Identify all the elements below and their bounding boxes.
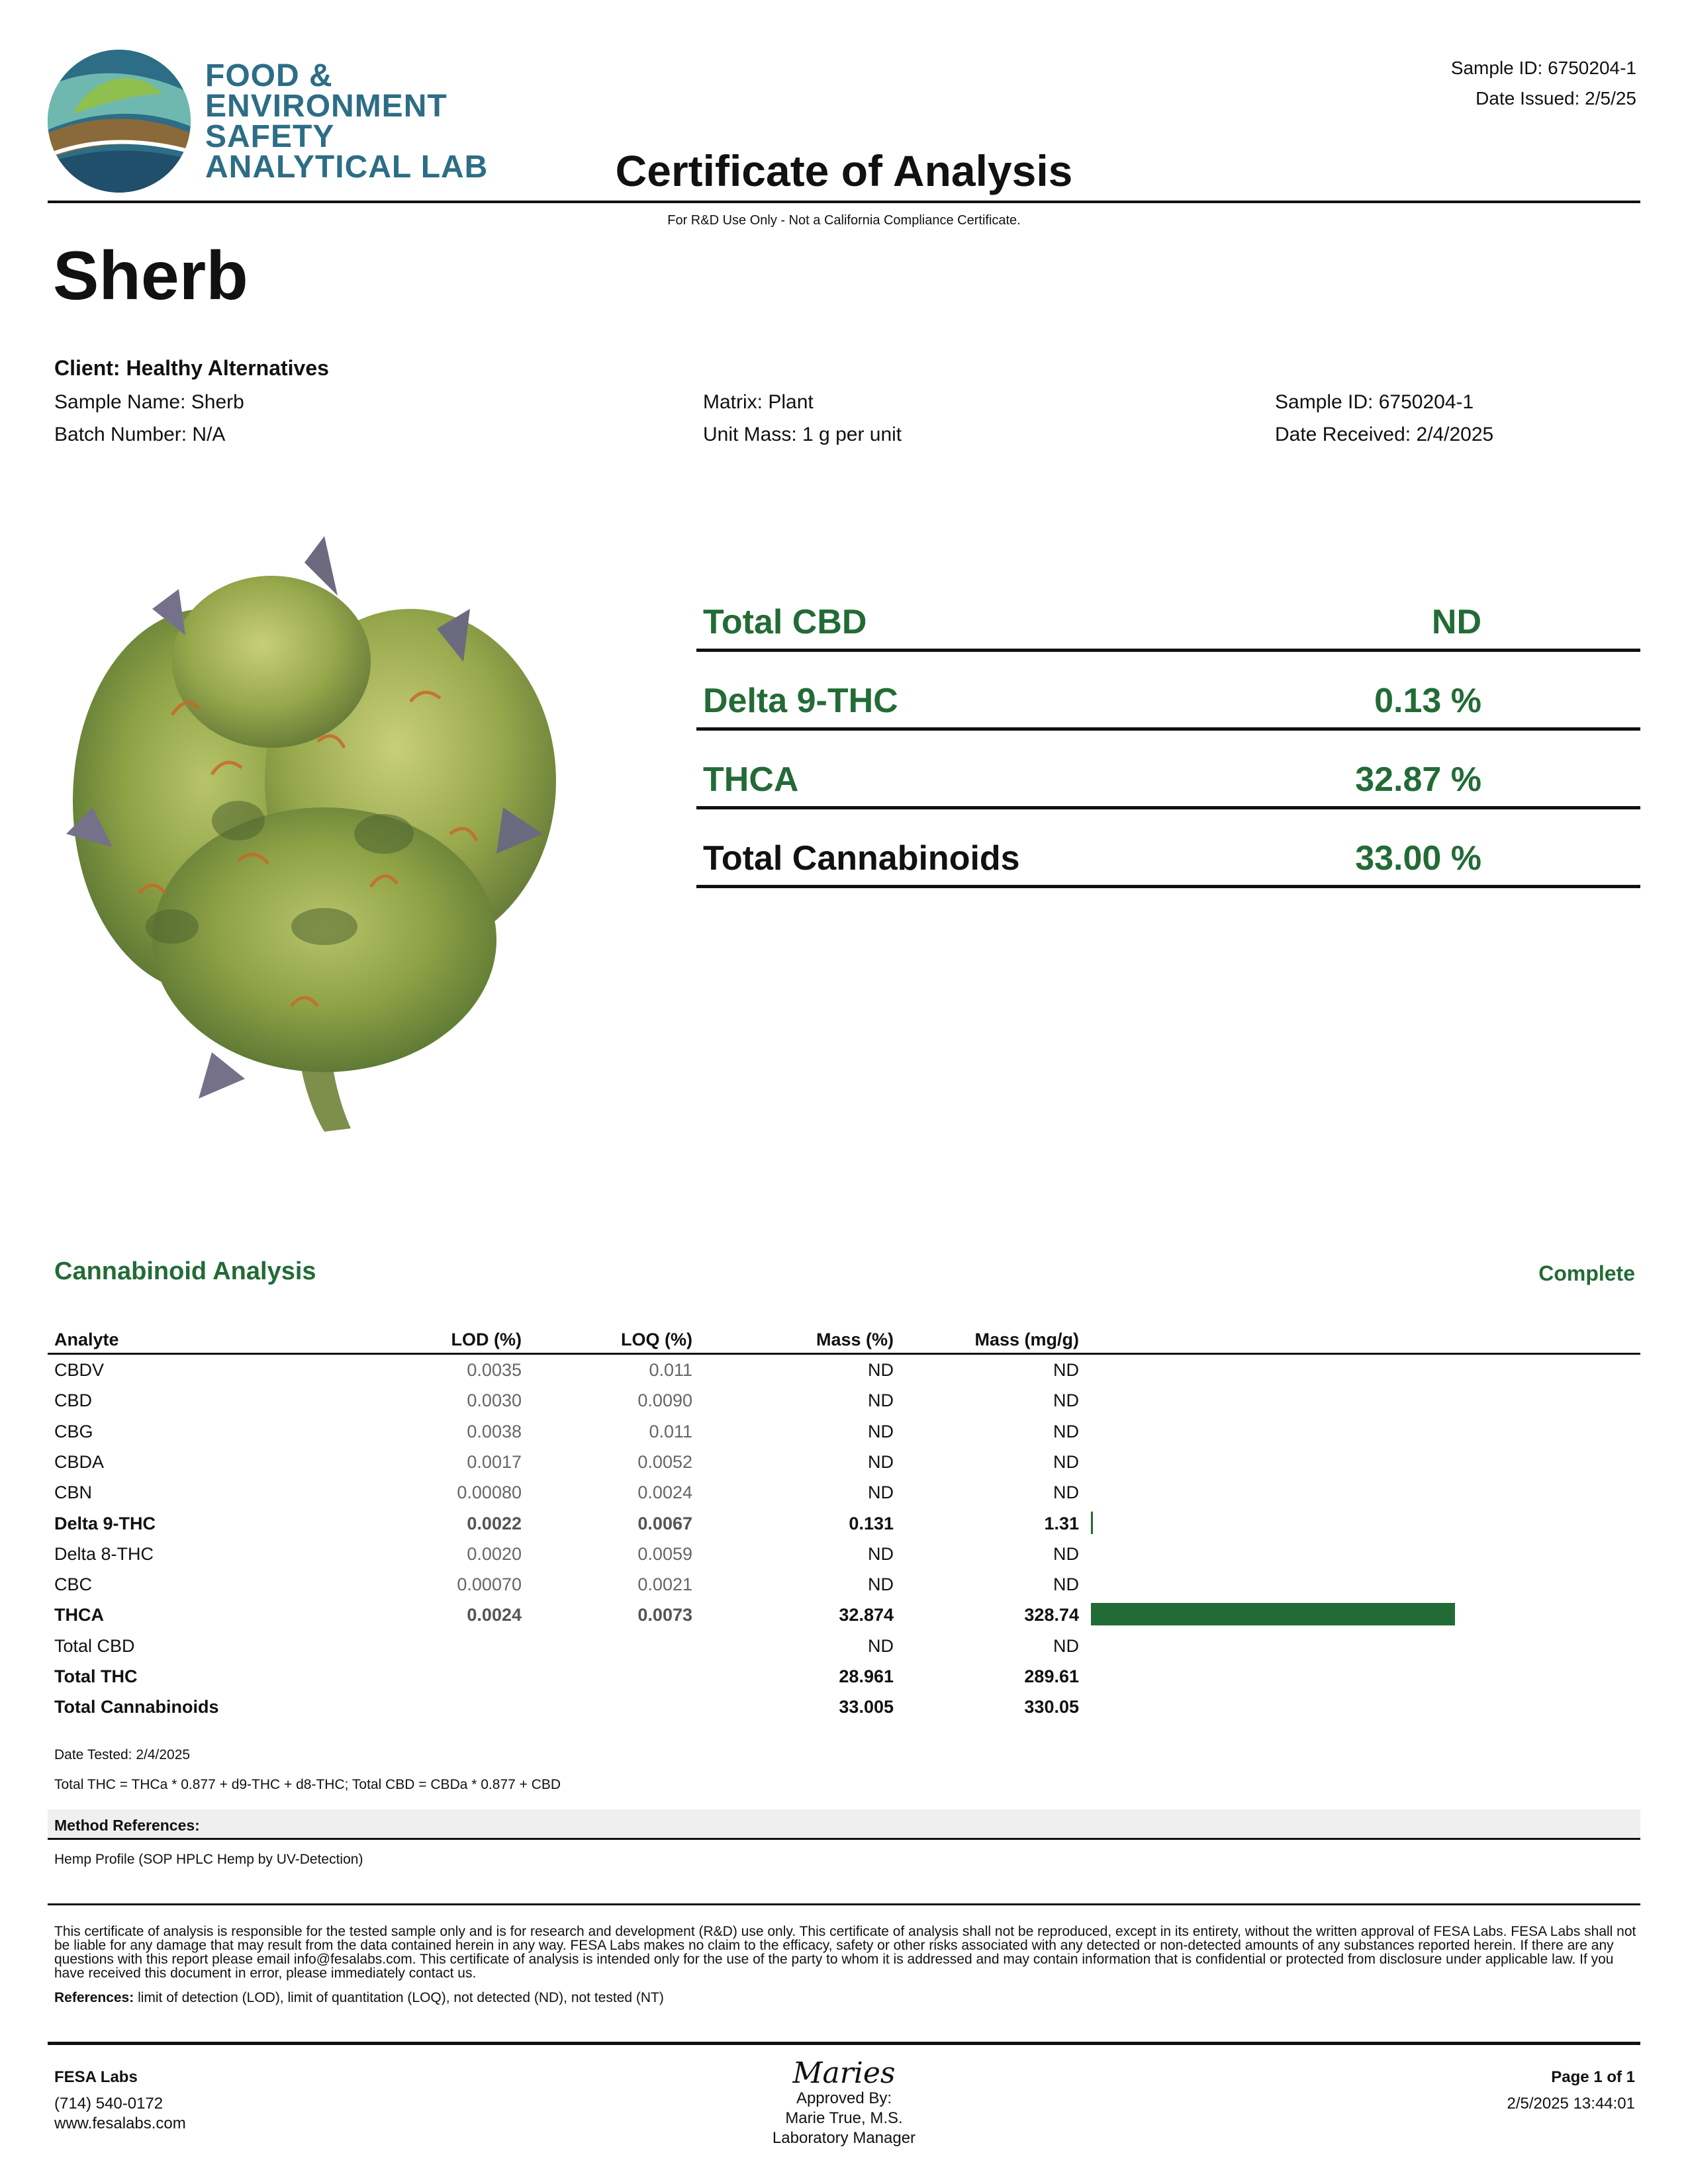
cell-analyte: CBN: [54, 1482, 93, 1503]
cell-analyte: THCA: [54, 1605, 104, 1625]
cell-mass-pct: ND: [868, 1390, 894, 1411]
cell-mass-mg: ND: [1053, 1451, 1079, 1472]
cell-mass-mg: 330.05: [1024, 1697, 1079, 1717]
client-name: Client: Healthy Alternatives: [54, 356, 329, 380]
footer-left: [54, 2068, 186, 2134]
cell-loq: 0.011: [649, 1421, 692, 1441]
summary-value: 33.00 %: [1355, 839, 1481, 878]
footer-divider: [48, 2042, 1640, 2045]
approver-title: Laboratory Manager: [772, 2129, 916, 2147]
footer-right: [1507, 2068, 1635, 2114]
cell-analyte: CBDA: [54, 1451, 105, 1472]
summary-thca: [696, 731, 1640, 809]
approver-name: Marie True, M.S.: [785, 2109, 903, 2127]
summary-label: Total Cannabinoids: [703, 839, 1020, 878]
table-row: [0, 1692, 1688, 1722]
total-formula: Total THC = THCa * 0.877 + d9-THC + d8-THC; Total CBD = CBDa * 0.877 + CBD: [54, 1777, 561, 1792]
unit-mass: Unit Mass: 1 g per unit: [703, 424, 902, 445]
references-text: limit of detection (LOD), limit of quantitation (LOQ), not detected (ND), not tested (NT): [134, 1990, 664, 2005]
header-mass-pct: Mass (%): [816, 1330, 894, 1349]
summary-label: THCA: [703, 760, 799, 799]
header-analyte: Analyte: [54, 1330, 119, 1349]
references-line: [54, 1991, 1636, 2005]
disclaimer-divider: [48, 1903, 1640, 1905]
cell-analyte: Total Cannabinoids: [54, 1697, 219, 1717]
cell-mass-mg: ND: [1053, 1390, 1079, 1411]
header-loq: LOQ (%): [621, 1330, 692, 1349]
cell-loq: 0.0073: [637, 1605, 692, 1625]
summary-value: ND: [1431, 603, 1481, 641]
table-row: [0, 1355, 1688, 1385]
rnd-note: For R&D Use Only - Not a California Compliance Certificate.: [667, 213, 1021, 228]
cell-mass-pct: ND: [868, 1574, 894, 1595]
header-mass-mg: Mass (mg/g): [974, 1330, 1079, 1349]
cell-lod: 0.0017: [467, 1451, 522, 1472]
footer-phone: (714) 540-0172: [54, 2095, 164, 2113]
header-lod: LOD (%): [451, 1330, 522, 1349]
table-row: [0, 1477, 1688, 1508]
analysis-title: Cannabinoid Analysis: [54, 1257, 316, 1285]
signature: Maries: [792, 2056, 896, 2090]
table-row: [0, 1447, 1688, 1477]
cell-analyte: CBC: [54, 1574, 93, 1595]
cell-mass-pct: 32.874: [839, 1605, 894, 1625]
table-row: [0, 1508, 1688, 1539]
date-tested: Date Tested: 2/4/2025: [54, 1747, 191, 1762]
cell-mass-pct: ND: [868, 1360, 894, 1380]
cell-lod: 0.0038: [467, 1421, 522, 1441]
cell-analyte: Total CBD: [54, 1635, 135, 1656]
product-photo: [40, 463, 583, 1205]
cell-lod: 0.0020: [467, 1543, 522, 1564]
date-received: Date Received: 2/4/2025: [1275, 424, 1494, 445]
concentration-bar: [1091, 1512, 1093, 1534]
document-title: Certificate of Analysis: [615, 146, 1073, 195]
method-references-title: Method References:: [54, 1817, 200, 1834]
summary-total-cannabinoids: [696, 809, 1640, 888]
header-sample-id: Sample ID: 6750204-1: [1450, 58, 1636, 78]
cell-lod: 0.00080: [457, 1482, 522, 1503]
header-meta: [1451, 53, 1636, 114]
matrix: Matrix: Plant: [703, 391, 814, 413]
cell-mass-pct: 33.005: [839, 1697, 894, 1717]
cell-analyte: CBG: [54, 1421, 93, 1441]
cell-analyte: CBD: [54, 1390, 93, 1411]
cell-mass-pct: 28.961: [839, 1666, 894, 1686]
page-number: Page 1 of 1: [1551, 2068, 1635, 2086]
cell-mass-mg: 328.74: [1024, 1605, 1079, 1625]
cell-mass-pct: ND: [868, 1635, 894, 1656]
cell-loq: 0.011: [649, 1360, 692, 1380]
product-name: Sherb: [53, 238, 248, 314]
cell-analyte: Total THC: [54, 1666, 138, 1686]
method-references-text: Hemp Profile (SOP HPLC Hemp by UV-Detection): [54, 1852, 363, 1867]
cell-lod: 0.0022: [467, 1513, 522, 1533]
cell-loq: 0.0024: [637, 1482, 692, 1503]
cell-loq: 0.0067: [637, 1513, 692, 1533]
lab-logo-text: FOOD & ENVIRONMENT SAFETY ANALYTICAL LAB: [205, 58, 489, 185]
info-col-1: [54, 386, 244, 451]
summary-value: 0.13 %: [1374, 682, 1481, 720]
cell-lod: 0.0024: [467, 1605, 522, 1625]
summary-total-cbd: [696, 573, 1640, 652]
cell-loq: 0.0052: [637, 1451, 692, 1472]
cell-mass-mg: 289.61: [1024, 1666, 1079, 1686]
cell-mass-mg: ND: [1053, 1421, 1079, 1441]
cell-mass-mg: ND: [1053, 1574, 1079, 1595]
batch-number: Batch Number: N/A: [54, 424, 226, 445]
table-row: [0, 1631, 1688, 1661]
header-divider: [48, 201, 1640, 203]
cell-lod: 0.0035: [467, 1360, 522, 1380]
info-col-3: [1275, 386, 1493, 451]
disclaimer: [54, 1925, 1636, 2005]
table-row: [0, 1539, 1688, 1569]
cell-mass-mg: 1.31: [1044, 1513, 1079, 1533]
cell-mass-mg: ND: [1053, 1635, 1079, 1656]
table-row: [0, 1569, 1688, 1600]
table-row: [0, 1600, 1688, 1630]
table-row: [0, 1661, 1688, 1692]
summary-value: 32.87 %: [1355, 760, 1481, 799]
footer-center: [712, 2058, 976, 2148]
info-col-2: [703, 386, 902, 451]
table-row: [0, 1385, 1688, 1416]
cell-mass-pct: ND: [868, 1543, 894, 1564]
cell-loq: 0.0021: [637, 1574, 692, 1595]
footer-timestamp: 2/5/2025 13:44:01: [1507, 2095, 1635, 2113]
header-date-issued: Date Issued: 2/5/25: [1476, 88, 1636, 109]
cell-analyte: Delta 8-THC: [54, 1543, 154, 1564]
cell-mass-mg: ND: [1053, 1360, 1079, 1380]
footer-company: FESA Labs: [54, 2068, 138, 2086]
cell-mass-pct: 0.131: [849, 1513, 894, 1533]
approved-by-label: Approved By:: [796, 2089, 892, 2107]
cell-lod: 0.0030: [467, 1390, 522, 1411]
cell-analyte: Delta 9-THC: [54, 1513, 156, 1533]
concentration-bar: [1091, 1603, 1455, 1625]
cell-loq: 0.0059: [637, 1543, 692, 1564]
cell-mass-pct: ND: [868, 1451, 894, 1472]
table-row: [0, 1416, 1688, 1447]
footer-website: www.fesalabs.com: [54, 2115, 186, 2132]
summary-label: Delta 9-THC: [703, 682, 898, 720]
sample-name: Sample Name: Sherb: [54, 391, 244, 413]
cell-mass-mg: ND: [1053, 1482, 1079, 1503]
info-sample-id: Sample ID: 6750204-1: [1275, 391, 1474, 413]
summary-delta9-thc: [696, 652, 1640, 731]
header: [0, 0, 1688, 228]
disclaimer-text: This certificate of analysis is responsible for the tested sample only and is for research and development (R&D) use only. This certificate of analysis shall not be reproduced, except in its entirety, without the written approval of FESA Labs. FESA Labs shall not be liable for any damage that may result from the data contained herein in any way. FESA Labs makes no claim to the efficacy, safety or other risks associated with any detected or non-detected amounts of any substances reported herein. If there are any questions with this report please email info@fesalabs.com. This certificate of analysis is intended only for the use of the party to whom it is addressed and may contain information that is confidential or protected from disclosure under applicable law. If you have received this document in error, please immediately contact us.: [54, 1924, 1636, 1981]
references-label: References:: [54, 1990, 134, 2005]
cell-lod: 0.00070: [457, 1574, 522, 1595]
cell-mass-pct: ND: [868, 1482, 894, 1503]
summary-label: Total CBD: [703, 603, 867, 641]
cell-mass-mg: ND: [1053, 1543, 1079, 1564]
analysis-status: Complete: [1538, 1261, 1635, 1285]
cell-mass-pct: ND: [868, 1421, 894, 1441]
method-references-bar: [48, 1809, 1640, 1840]
cell-analyte: CBDV: [54, 1360, 105, 1380]
cell-loq: 0.0090: [637, 1390, 692, 1411]
